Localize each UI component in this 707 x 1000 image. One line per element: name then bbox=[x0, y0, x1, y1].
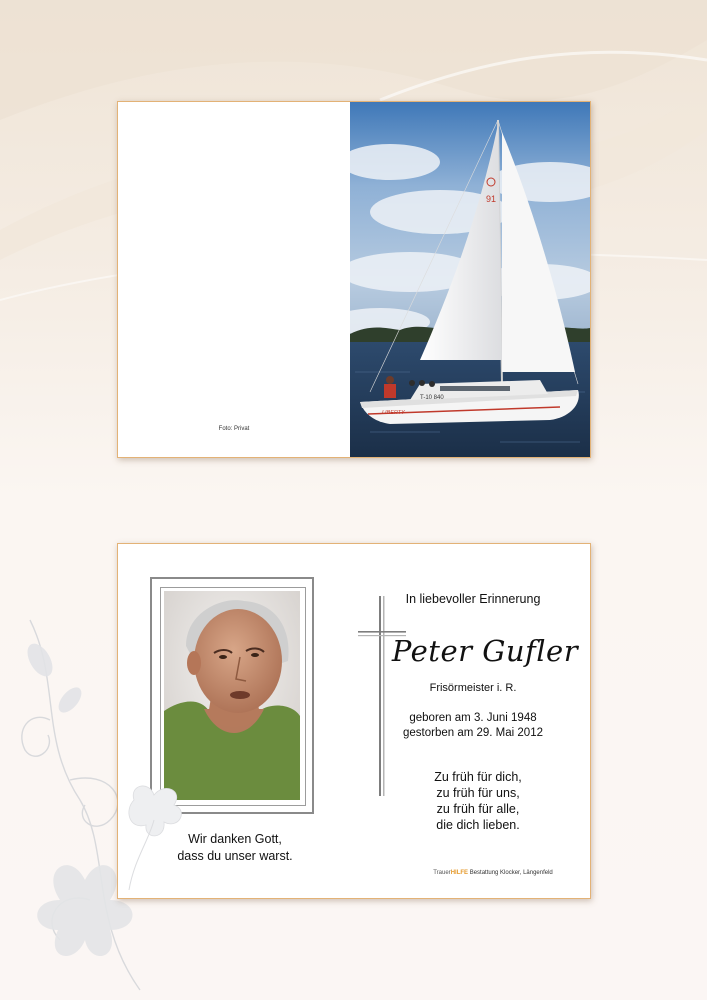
brand-trauer: Trauer bbox=[433, 870, 451, 876]
thanks-line-1: Wir danken Gott, bbox=[188, 832, 282, 846]
death-date: gestorben am 29. Mai 2012 bbox=[402, 727, 543, 739]
poem-line-3: zu früh für alle, bbox=[436, 802, 520, 816]
outer-card-blank-page bbox=[118, 102, 350, 457]
sailboat-photo bbox=[350, 102, 590, 457]
brand-hilfe: HILFE bbox=[450, 870, 469, 876]
undertaker-name: Bestattung Klocker, Längenfeld bbox=[468, 870, 553, 876]
photo-credit: Foto: Privat bbox=[218, 426, 250, 432]
boat-registration: T-10 840 bbox=[420, 395, 444, 401]
memory-heading: In liebevoller Erinnerung bbox=[405, 592, 541, 606]
poem-line-2: zu früh für uns, bbox=[436, 786, 520, 800]
profession: Frisörmeister i. R. bbox=[429, 682, 517, 694]
poem-line-1: Zu früh für dich, bbox=[434, 770, 522, 784]
undertaker-credit bbox=[408, 870, 578, 876]
boat-name: LIBERTY bbox=[382, 410, 405, 416]
poem-line-4: die dich lieben. bbox=[436, 818, 520, 832]
inner-card bbox=[117, 543, 591, 899]
life-dates bbox=[398, 711, 548, 741]
deceased-name: Peter Gufler bbox=[391, 634, 579, 668]
birth-date: geboren am 3. Juni 1948 bbox=[409, 712, 537, 724]
portrait-frame bbox=[150, 577, 314, 814]
sail-number: 91 bbox=[486, 194, 497, 204]
poem bbox=[403, 769, 553, 833]
outer-card bbox=[117, 101, 591, 458]
portrait-photo bbox=[164, 591, 300, 800]
thanks-line-2: dass du unser warst. bbox=[177, 849, 293, 863]
thanks-text bbox=[160, 831, 310, 865]
